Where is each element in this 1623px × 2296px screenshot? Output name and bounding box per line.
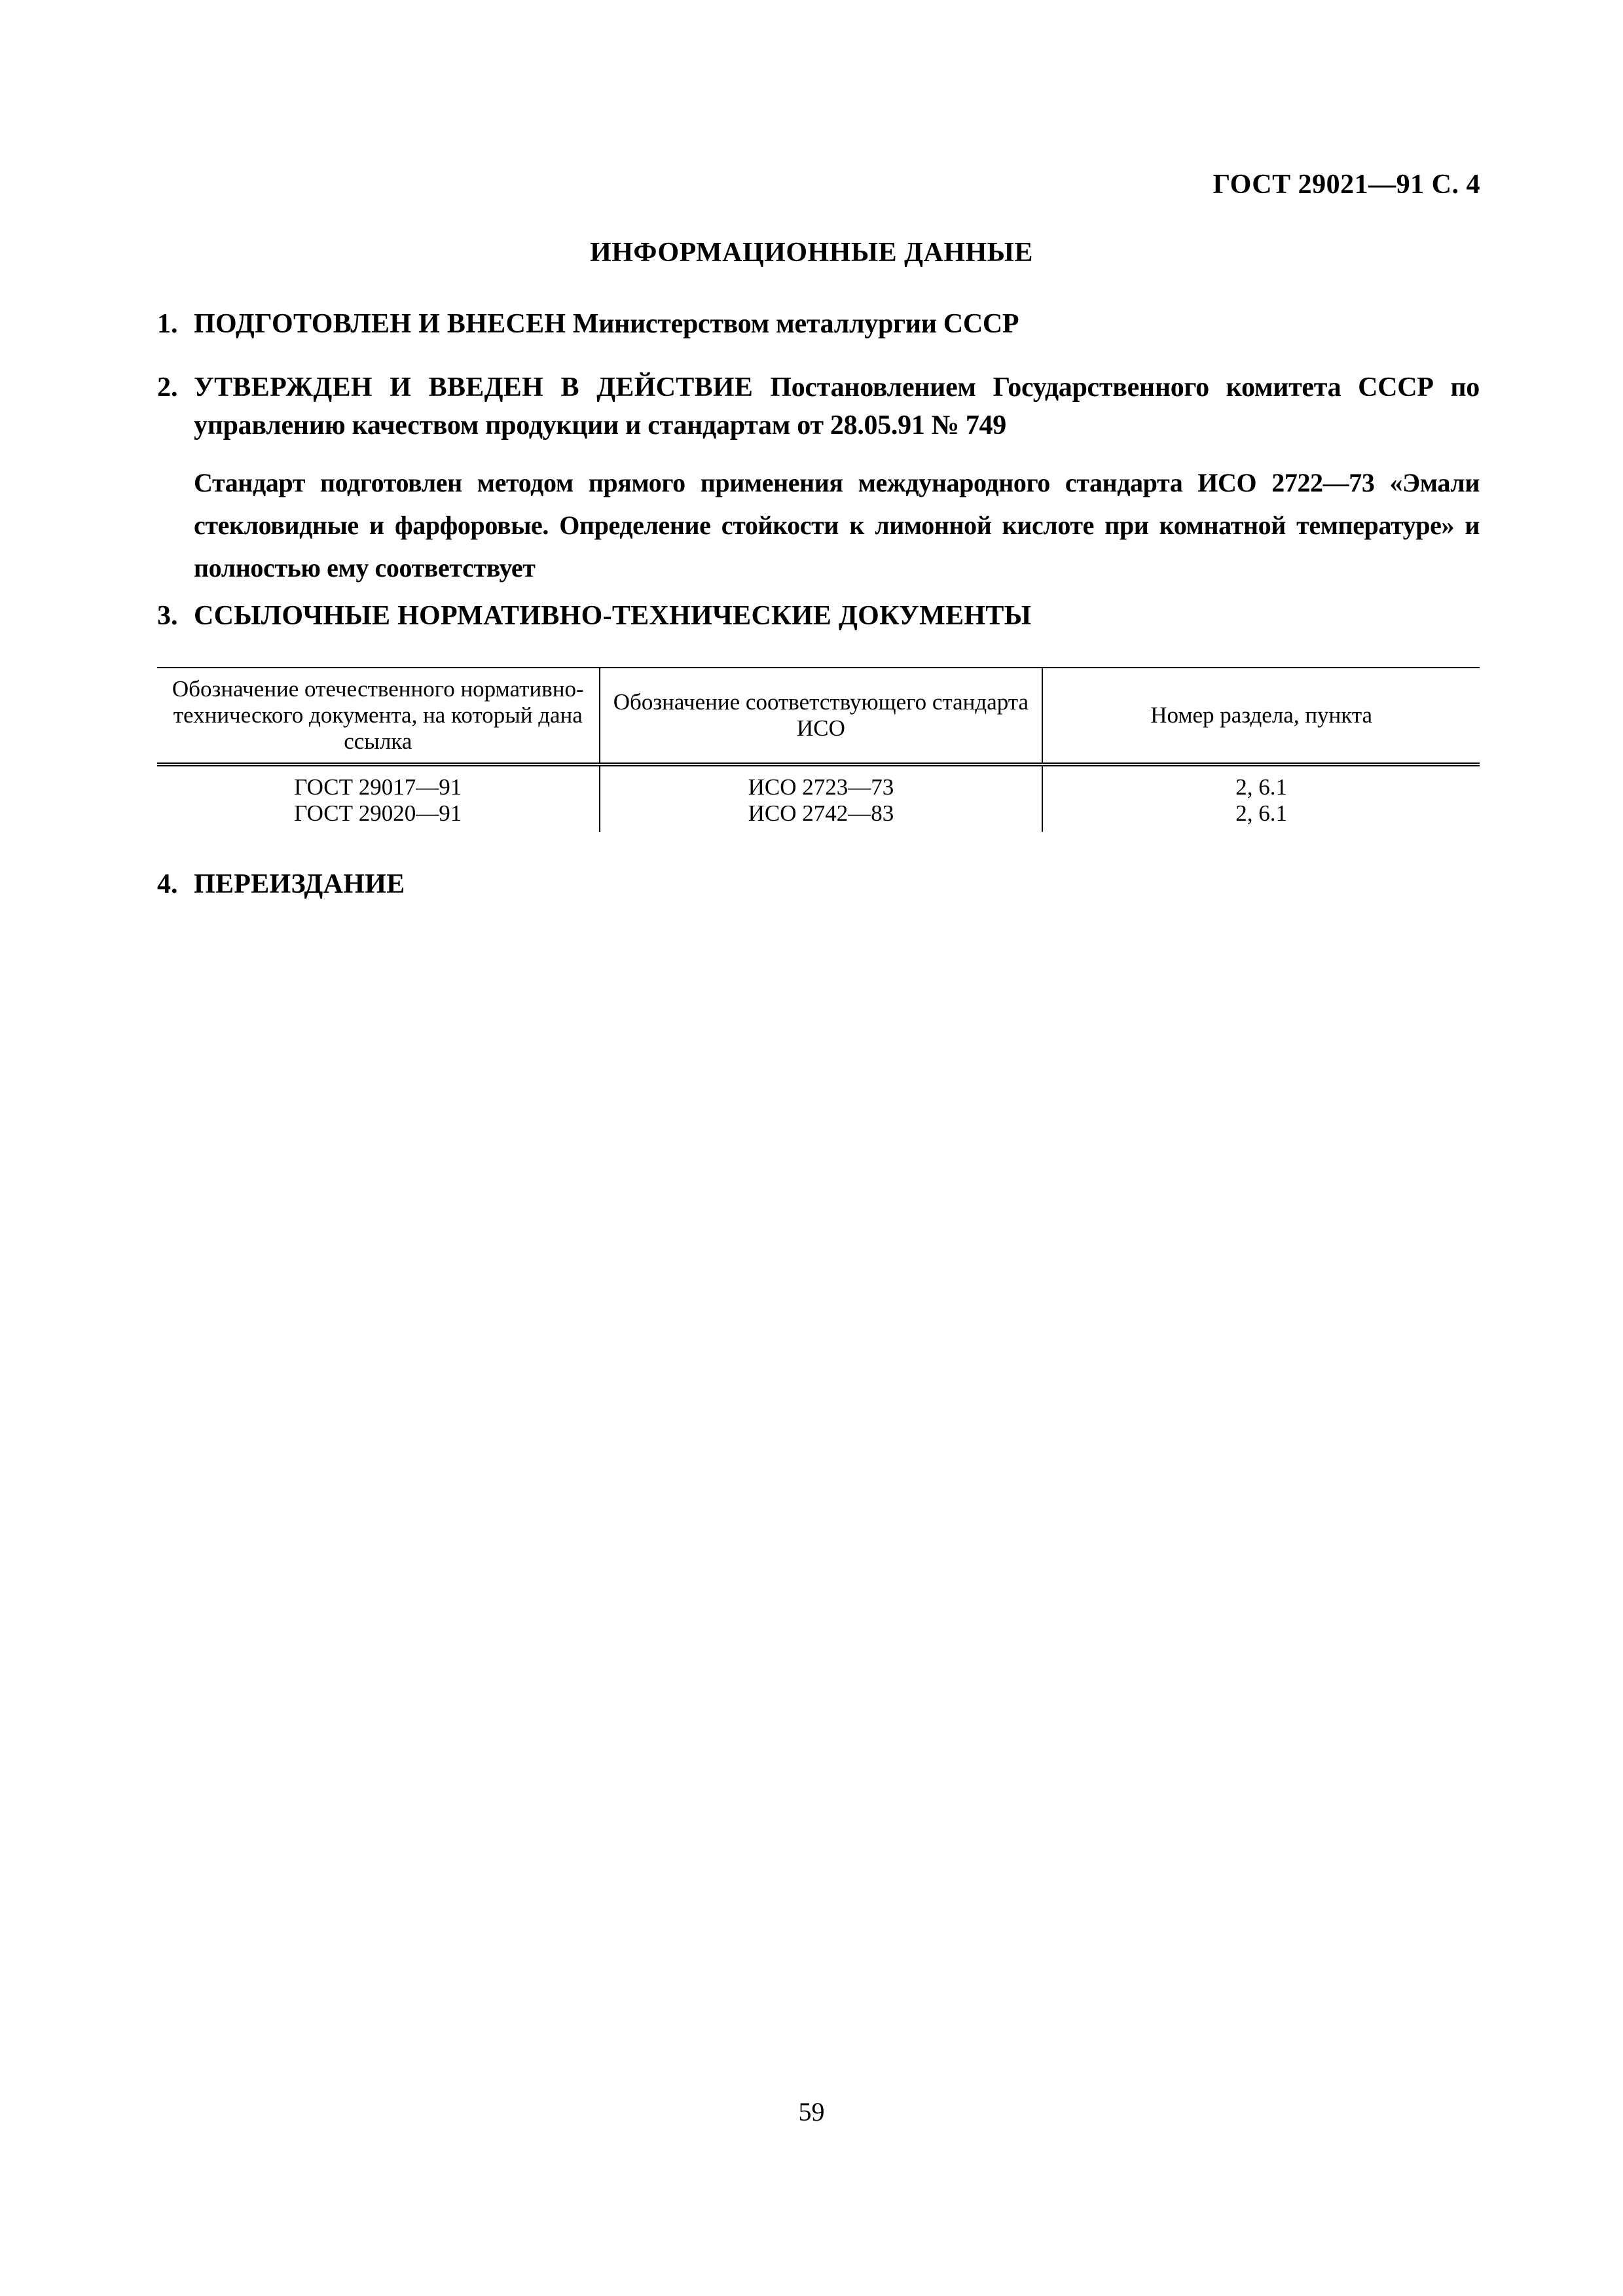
cell-domestic: ГОСТ 29020—91: [294, 800, 462, 826]
item-3: [157, 597, 1480, 635]
item-number: 2.: [157, 372, 178, 403]
item-number: 3.: [157, 601, 178, 631]
table-row: [157, 800, 1480, 832]
item-rest: Министерством металлургии СССР: [572, 309, 1019, 339]
table-row: [157, 764, 1480, 800]
item-number: 1.: [157, 309, 178, 339]
page-header: ГОСТ 29021—91 С. 4: [1213, 170, 1480, 200]
table-header-row: [157, 668, 1480, 764]
item-lead: УТВЕРЖДЕН И ВВЕДЕН В ДЕЙСТВИЕ: [194, 372, 754, 403]
cell-section: 2, 6.1: [1042, 800, 1480, 832]
content-area: [157, 0, 1480, 2296]
cell-iso: ИСО 2742—83: [600, 800, 1043, 832]
standard-note: Стандарт подготовлен методом прямого применения международного стандарта ИСО 2722—73 «Эмали стекловидные и фарфоровые. Определение стойкости к лимонной кислоте при комнатной температуре» и полностью ему соответствует: [194, 468, 1480, 583]
item-number: 4.: [157, 869, 178, 899]
column-header-section: Номер раздела, пункта: [1042, 668, 1480, 764]
item-text: [194, 597, 1480, 635]
item-text: [194, 305, 1480, 343]
cell-section: 2, 6.1: [1042, 764, 1480, 800]
item-lead: ССЫЛОЧНЫЕ НОРМАТИВНО-ТЕХНИЧЕСКИЕ ДОКУМЕНТЫ: [194, 601, 1032, 631]
item-rest: Постановлением Государственного комитета СССР по управлению качеством продукции и стандартам от 28.05.91 № 749: [194, 372, 1480, 440]
column-header-iso: Обозначение соответствующего стандарта ИСО: [600, 668, 1043, 764]
item-lead: ПЕРЕИЗДАНИЕ: [194, 869, 405, 899]
item-text: [194, 865, 1480, 903]
reference-table: [157, 667, 1480, 832]
cell-domestic: ГОСТ 29017—91: [294, 774, 462, 800]
item-1: [157, 305, 1480, 343]
item-text: [194, 368, 1480, 444]
page-number: 59: [798, 2097, 825, 2126]
cell-iso: ИСО 2723—73: [600, 764, 1043, 800]
column-header-domestic: Обозначение отечественного нормативно-технического документа, на который дана ссылка: [157, 668, 600, 764]
document-title: ИНФОРМАЦИОННЫЕ ДАННЫЕ: [590, 238, 1033, 268]
item-4: [157, 865, 1480, 903]
item-2: [157, 368, 1480, 444]
item-lead: ПОДГОТОВЛЕН И ВНЕСЕН: [194, 309, 566, 339]
